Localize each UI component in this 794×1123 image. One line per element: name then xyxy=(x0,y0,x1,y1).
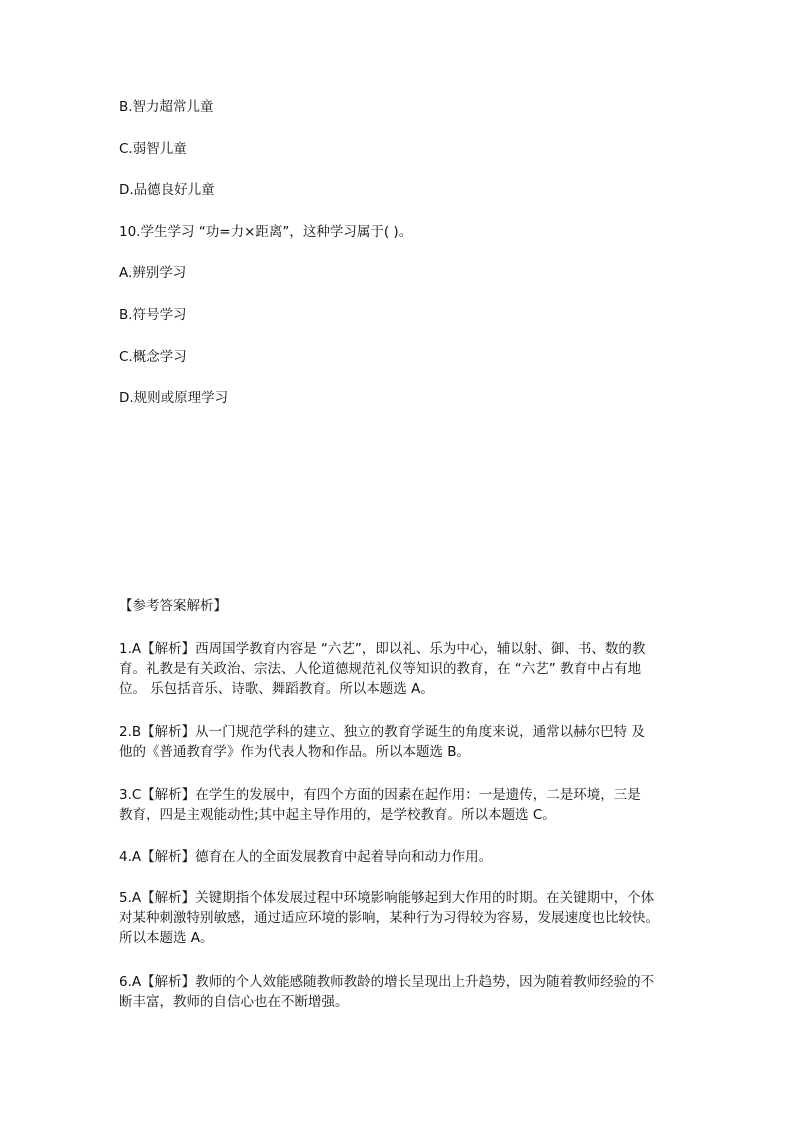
answer-4-line-1: 4.A【解析】德育在人的全面发展教育中起着导向和动力作用。 xyxy=(119,849,493,865)
answer-2-line-1: 2.B【解析】从一门规范学科的建立、独立的教育学诞生的角度来说，通常以赫尔巴特 及 xyxy=(119,724,645,740)
answer-item-3 xyxy=(119,785,679,825)
q9-option-d: D.品德良好儿童 xyxy=(119,182,215,198)
q10-option-d: D.规则或原理学习 xyxy=(119,390,229,406)
q9-option-c: C.弱智儿童 xyxy=(119,141,187,157)
answer-item-2 xyxy=(119,722,679,762)
q10-option-b: B.符号学习 xyxy=(119,307,187,323)
q9-option-b: B.智力超常儿童 xyxy=(119,99,214,115)
answer-item-5 xyxy=(119,888,679,948)
answers-heading: 【参考答案解析】 xyxy=(119,598,227,614)
answer-3-line-2: 教育，四是主观能动性;其中起主导作用的，是学校教育。所以本题选 C。 xyxy=(119,807,556,823)
answer-5-line-2: 对某种刺激特别敏感，通过适应环境的影响，某种行为习得较为容易，发展速度也比较快。 xyxy=(119,910,659,926)
answer-6-line-1: 6.A【解析】教师的个人效能感随教师教龄的增长呈现出上升趋势，因为随着教师经验的不 xyxy=(119,974,655,990)
answer-6-line-2: 断丰富，教师的自信心也在不断增强。 xyxy=(119,994,349,1010)
answer-5-line-3: 所以本题选 A。 xyxy=(119,930,214,946)
answer-item-4 xyxy=(119,847,679,867)
answer-item-1 xyxy=(119,639,679,699)
answer-5-line-1: 5.A【解析】关键期指个体发展过程中环境影响能够起到大作用的时期。在关键期中，个体 xyxy=(119,890,655,906)
answer-1-line-3: 位。 乐包括音乐、诗歌、舞蹈教育。所以本题选 A。 xyxy=(119,681,434,697)
q10-option-a: A.辨别学习 xyxy=(119,265,187,281)
q10-option-c: C.概念学习 xyxy=(119,349,187,365)
answer-1-line-2: 育。礼教是有关政治、宗法、人伦道德规范礼仪等知识的教育，在 “六艺” 教育中占有地 xyxy=(119,661,642,677)
answer-1-line-1: 1.A【解析】西周国学教育内容是 “六艺”，即以礼、乐为中心，辅以射、御、书、数的教 xyxy=(119,641,646,657)
q10-stem: 10.学生学习 “功=力×距离”，这种学习属于( )。 xyxy=(119,224,413,240)
answer-3-line-1: 3.C【解析】在学生的发展中，有四个方面的因素在起作用：一是遗传，二是环境，三是 xyxy=(119,787,641,803)
answer-item-6 xyxy=(119,972,679,1012)
answer-2-line-2: 他的《普通教育学》作为代表人物和作品。所以本题选 B。 xyxy=(119,744,471,760)
